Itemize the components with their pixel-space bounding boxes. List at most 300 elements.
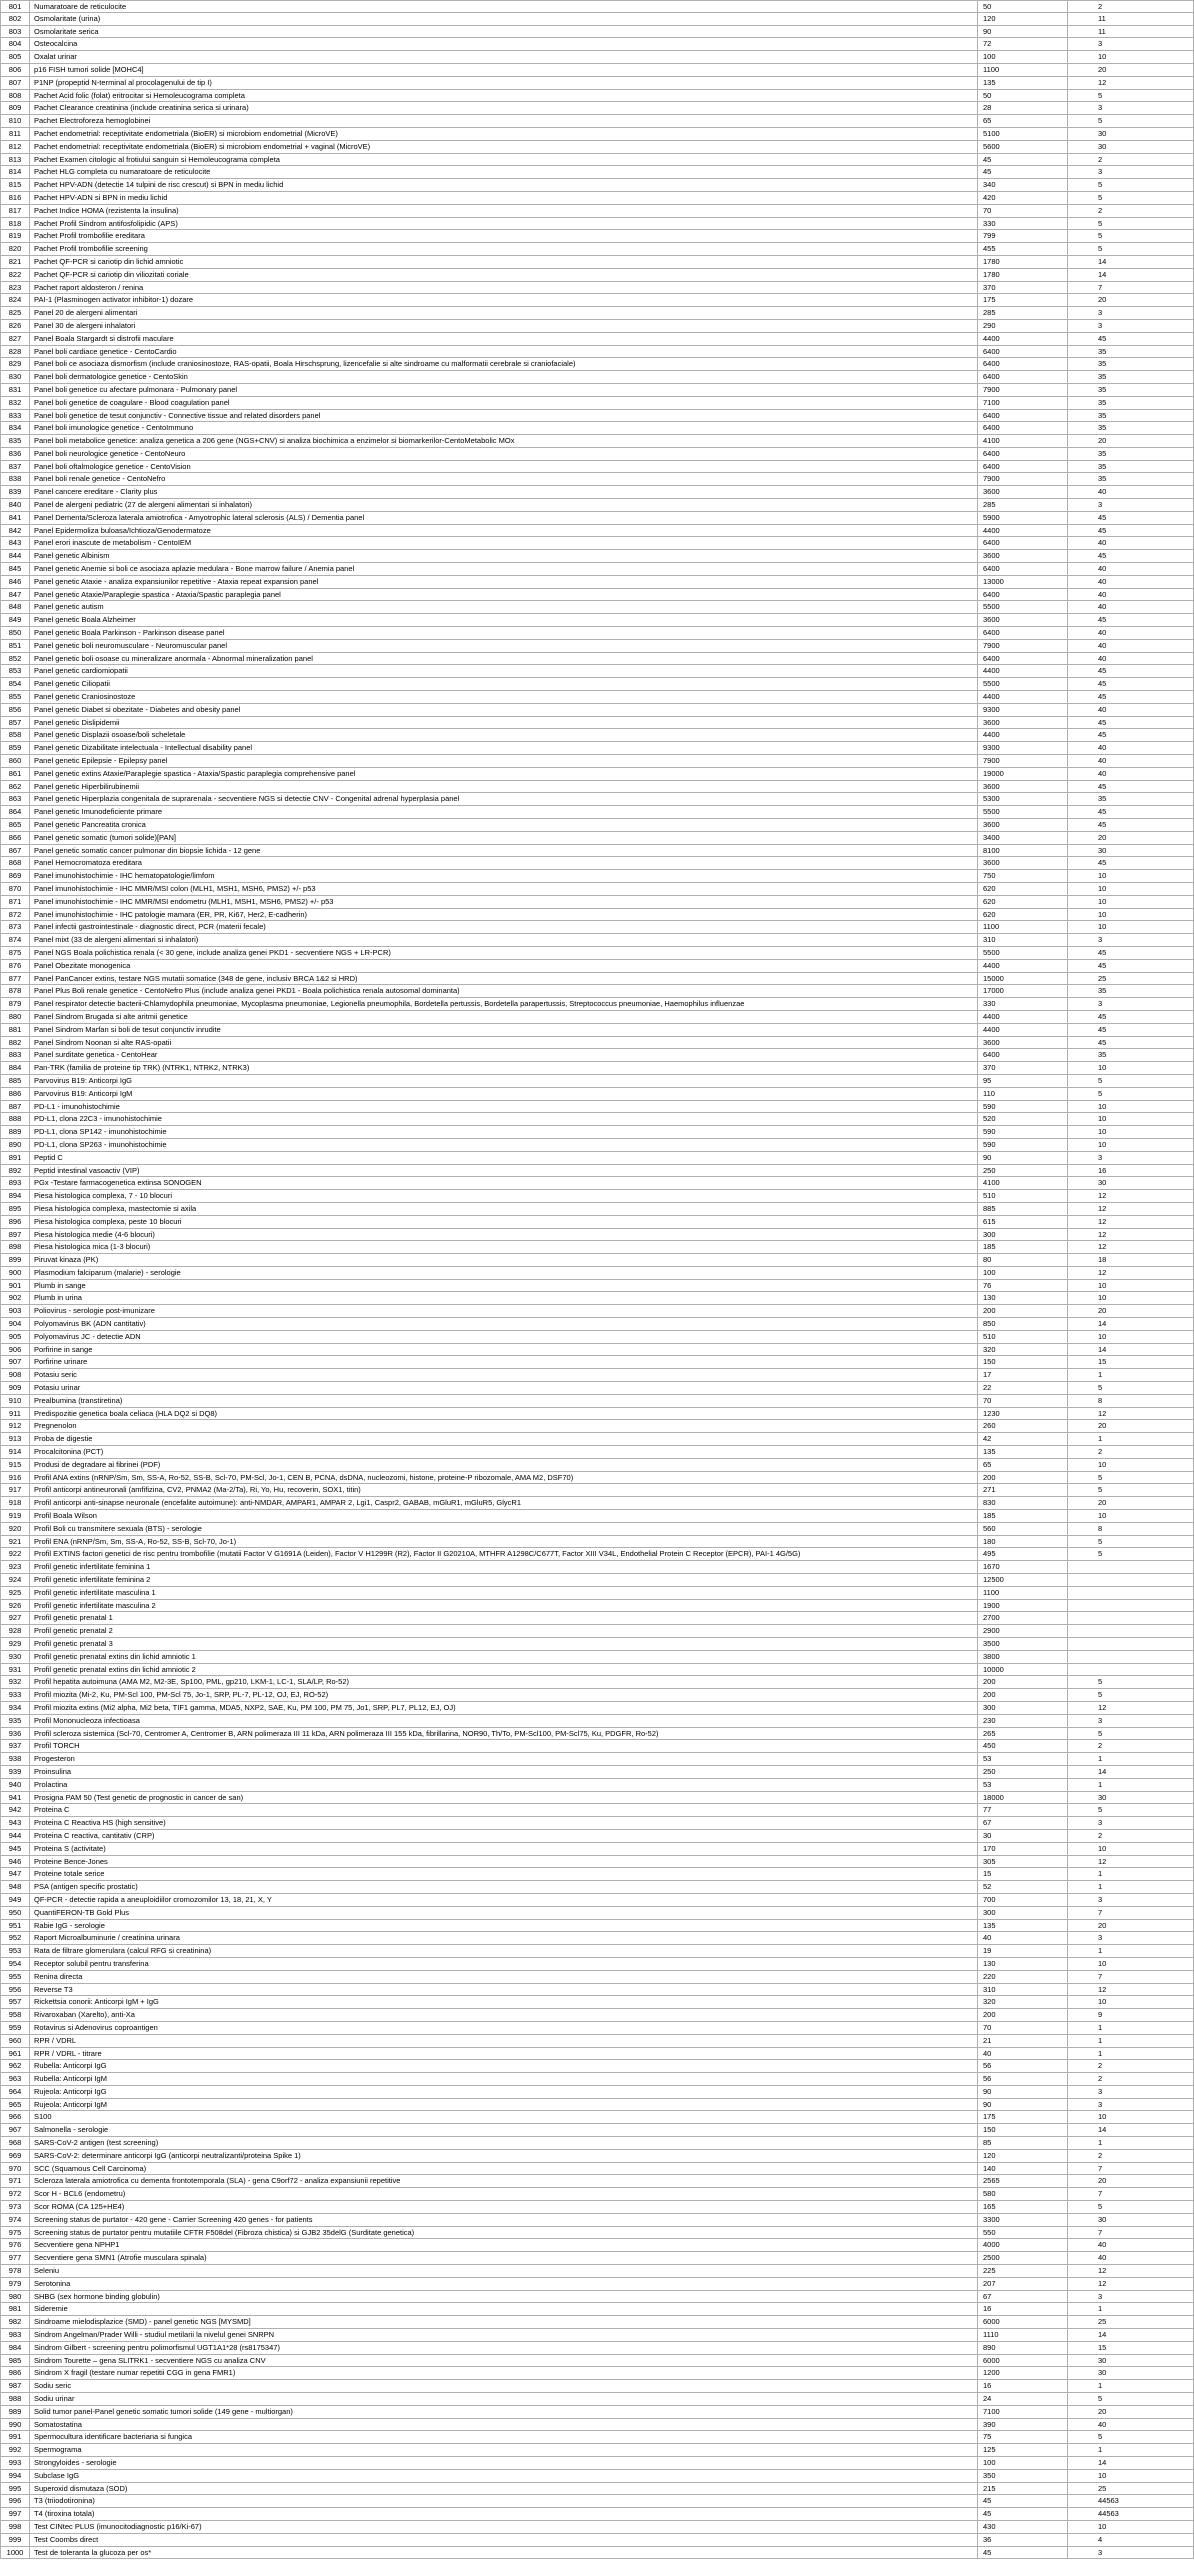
table-row <box>0 768 1194 781</box>
table-row <box>0 1472 1194 1485</box>
days-cell: 2 <box>1068 1740 1194 1752</box>
row-number-cell: 909 <box>0 1382 30 1394</box>
price-cell: 50 <box>978 90 1068 102</box>
days-cell: 35 <box>1068 397 1194 409</box>
days-cell: 5 <box>1068 1088 1194 1100</box>
table-row <box>0 1792 1194 1805</box>
row-number-cell: 962 <box>0 2060 30 2072</box>
row-number-cell: 803 <box>0 26 30 38</box>
row-number-cell: 870 <box>0 883 30 895</box>
row-number-cell: 944 <box>0 1830 30 1842</box>
days-cell: 40 <box>1068 486 1194 498</box>
days-cell: 5 <box>1068 1536 1194 1548</box>
price-cell: 6400 <box>978 371 1068 383</box>
test-name-cell: Panel imunohistochimie - IHC hematopatologie/limfom <box>30 870 978 882</box>
table-row <box>0 947 1194 960</box>
days-cell: 1 <box>1068 2444 1194 2456</box>
price-cell: 6400 <box>978 627 1068 639</box>
days-cell <box>1068 1612 1194 1624</box>
table-row <box>0 896 1194 909</box>
test-name-cell: Panel boli genetice de tesut conjunctiv - Connective tissue and related disorders panel <box>30 410 978 422</box>
row-number-cell: 853 <box>0 665 30 677</box>
price-cell: 700 <box>978 1894 1068 1906</box>
test-name-cell: Peptid C <box>30 1152 978 1164</box>
test-name-cell: Spermograma <box>30 2444 978 2456</box>
test-name-cell: Rivaroxaban (Xarelto), anti-Xa <box>30 2009 978 2021</box>
row-number-cell: 836 <box>0 448 30 460</box>
test-name-cell: Prolactina <box>30 1779 978 1791</box>
price-cell: 135 <box>978 1446 1068 1458</box>
table-row <box>0 755 1194 768</box>
row-number-cell: 829 <box>0 358 30 370</box>
test-name-cell: Panel imunohistochimie - IHC MMR/MSI endometru (MLH1, MSH1, MSH6, PMS2) +/- p53 <box>30 896 978 908</box>
test-name-cell: Panel genetic Dizabilitate intelectuala - Intellectual disability panel <box>30 742 978 754</box>
row-number-cell: 978 <box>0 2265 30 2277</box>
table-row <box>0 2124 1194 2137</box>
days-cell: 5 <box>1068 2201 1194 2213</box>
days-cell: 25 <box>1068 2316 1194 2328</box>
price-cell: 130 <box>978 1292 1068 1304</box>
row-number-cell: 810 <box>0 115 30 127</box>
days-cell: 5 <box>1068 1484 1194 1496</box>
days-cell: 1 <box>1068 2048 1194 2060</box>
row-number-cell: 974 <box>0 2214 30 2226</box>
price-cell: 4400 <box>978 665 1068 677</box>
price-cell: 90 <box>978 1152 1068 1164</box>
price-cell: 330 <box>978 218 1068 230</box>
price-cell: 45 <box>978 166 1068 178</box>
price-cell: 53 <box>978 1779 1068 1791</box>
price-cell: 6400 <box>978 653 1068 665</box>
table-row <box>0 806 1194 819</box>
table-row <box>0 1075 1194 1088</box>
row-number-cell: 888 <box>0 1113 30 1125</box>
row-number-cell: 846 <box>0 576 30 588</box>
price-cell: 4400 <box>978 960 1068 972</box>
table-row <box>0 1420 1194 1433</box>
test-name-cell: Rubella: Anticorpi IgM <box>30 2073 978 2085</box>
days-cell: 40 <box>1068 742 1194 754</box>
row-number-cell: 882 <box>0 1037 30 1049</box>
days-cell: 14 <box>1068 256 1194 268</box>
row-number-cell: 872 <box>0 909 30 921</box>
price-cell: 45 <box>978 2495 1068 2507</box>
days-cell: 2 <box>1068 154 1194 166</box>
test-name-cell: Receptor solubil pentru transferina <box>30 1958 978 1970</box>
price-cell: 4400 <box>978 525 1068 537</box>
table-row <box>0 665 1194 678</box>
row-number-cell: 904 <box>0 1318 30 1330</box>
price-cell: 28 <box>978 102 1068 114</box>
price-cell: 8100 <box>978 845 1068 857</box>
row-number-cell: 920 <box>0 1523 30 1535</box>
price-cell: 4100 <box>978 435 1068 447</box>
price-cell: 5500 <box>978 947 1068 959</box>
days-cell: 3 <box>1068 998 1194 1010</box>
price-cell: 310 <box>978 1984 1068 1996</box>
row-number-cell: 997 <box>0 2508 30 2520</box>
row-number-cell: 866 <box>0 832 30 844</box>
price-cell: 320 <box>978 1344 1068 1356</box>
price-cell: 16 <box>978 2303 1068 2315</box>
days-cell: 40 <box>1068 589 1194 601</box>
row-number-cell: 818 <box>0 218 30 230</box>
test-name-cell: Panel genetic Imunodeficiente primare <box>30 806 978 818</box>
price-cell: 12500 <box>978 1574 1068 1586</box>
row-number-cell: 816 <box>0 192 30 204</box>
days-cell: 20 <box>1068 832 1194 844</box>
days-cell: 3 <box>1068 102 1194 114</box>
row-number-cell: 936 <box>0 1728 30 1740</box>
days-cell: 10 <box>1068 2521 1194 2533</box>
price-cell: 70 <box>978 1395 1068 1407</box>
row-number-cell: 896 <box>0 1216 30 1228</box>
row-number-cell: 808 <box>0 90 30 102</box>
table-row <box>0 1523 1194 1536</box>
price-cell: 230 <box>978 1715 1068 1727</box>
row-number-cell: 885 <box>0 1075 30 1087</box>
row-number-cell: 959 <box>0 2022 30 2034</box>
table-row <box>0 2009 1194 2022</box>
table-row <box>0 1152 1194 1165</box>
test-name-cell: Seleniu <box>30 2265 978 2277</box>
row-number-cell: 912 <box>0 1420 30 1432</box>
table-row <box>0 640 1194 653</box>
days-cell: 10 <box>1068 1280 1194 1292</box>
price-cell: 135 <box>978 1920 1068 1932</box>
table-row <box>0 998 1194 1011</box>
row-number-cell: 953 <box>0 1945 30 1957</box>
row-number-cell: 941 <box>0 1792 30 1804</box>
test-name-cell: Panel boli ce asociaza dismorfism (include craniosinostoze, RAS-opatii, Boala Hirschsprung, lizencefalie si alte sindroame cu malformatii cerebrale si craniofaciale) <box>30 358 978 370</box>
price-cell: 620 <box>978 883 1068 895</box>
days-cell: 1 <box>1068 1779 1194 1791</box>
row-number-cell: 823 <box>0 282 30 294</box>
test-name-cell: Panel Plus Boli renale genetice - CentoNefro Plus (include analiza genei PKD1 - Boala polichistica renala autosomal dominanta) <box>30 985 978 997</box>
table-row <box>0 1241 1194 1254</box>
table-row <box>0 1600 1194 1613</box>
row-number-cell: 905 <box>0 1331 30 1343</box>
row-number-cell: 967 <box>0 2124 30 2136</box>
price-cell: 4400 <box>978 1011 1068 1023</box>
row-number-cell: 902 <box>0 1292 30 1304</box>
row-number-cell: 937 <box>0 1740 30 1752</box>
days-cell: 14 <box>1068 2457 1194 2469</box>
test-name-cell: Sodiu seric <box>30 2380 978 2392</box>
days-cell: 12 <box>1068 1856 1194 1868</box>
test-name-cell: Panel 20 de alergeni alimentari <box>30 307 978 319</box>
price-cell: 6400 <box>978 461 1068 473</box>
row-number-cell: 961 <box>0 2048 30 2060</box>
table-row <box>0 589 1194 602</box>
test-name-cell: Piesa histologica medie (4-6 blocuri) <box>30 1229 978 1241</box>
price-cell: 250 <box>978 1766 1068 1778</box>
price-cell: 67 <box>978 1817 1068 1829</box>
days-cell <box>1068 1561 1194 1573</box>
table-row <box>0 333 1194 346</box>
days-cell: 45 <box>1068 550 1194 562</box>
days-cell: 15 <box>1068 2342 1194 2354</box>
test-name-cell: Proteina C reactiva, cantitativ (CRP) <box>30 1830 978 1842</box>
row-number-cell: 848 <box>0 601 30 613</box>
test-name-cell: Serotonina <box>30 2278 978 2290</box>
price-cell: 225 <box>978 2265 1068 2277</box>
price-cell: 45 <box>978 2547 1068 2559</box>
price-cell: 4400 <box>978 691 1068 703</box>
days-cell: 14 <box>1068 269 1194 281</box>
table-row <box>0 2214 1194 2227</box>
price-cell: 2500 <box>978 2252 1068 2264</box>
row-number-cell: 955 <box>0 1971 30 1983</box>
row-number-cell: 990 <box>0 2419 30 2431</box>
test-name-cell: Sindrom Tourette – gena SLITRK1 - secventiere NGS cu analiza CNV <box>30 2355 978 2367</box>
table-row <box>0 90 1194 103</box>
test-name-cell: Spermocultura identificare bacteriana si fungica <box>30 2431 978 2443</box>
table-row <box>0 2175 1194 2188</box>
days-cell: 40 <box>1068 704 1194 716</box>
table-row <box>0 473 1194 486</box>
price-cell: 620 <box>978 909 1068 921</box>
price-cell: 5100 <box>978 128 1068 140</box>
table-row <box>0 26 1194 39</box>
table-row <box>0 128 1194 141</box>
days-cell: 7 <box>1068 1971 1194 1983</box>
price-cell: 185 <box>978 1510 1068 1522</box>
price-cell: 70 <box>978 2022 1068 2034</box>
test-name-cell: Pachet Indice HOMA (rezistenta la insulina) <box>30 205 978 217</box>
test-name-cell: Profil scleroza sistemica (Scl-70, Centromer A, Centromer B, ARN polimeraza III 11 kDa, ARN polimeraza III 155 kDa, fibrillarina, NOR90, Th/To, PM-Scl100, PM-Scl75, Ku, PDGFR, Ro-52) <box>30 1728 978 1740</box>
test-name-cell: Scor ROMA (CA 125+HE4) <box>30 2201 978 2213</box>
test-name-cell: Panel genetic cardiomiopatii <box>30 665 978 677</box>
row-number-cell: 858 <box>0 729 30 741</box>
days-cell: 7 <box>1068 2227 1194 2239</box>
price-cell: 9300 <box>978 742 1068 754</box>
row-number-cell: 839 <box>0 486 30 498</box>
row-number-cell: 907 <box>0 1356 30 1368</box>
days-cell: 44563 <box>1068 2495 1194 2507</box>
test-name-cell: Sindrom Angelman/Prader Willi - studiul metilarii la nivelul genei SNRPN <box>30 2329 978 2341</box>
days-cell: 5 <box>1068 115 1194 127</box>
price-cell: 19 <box>978 1945 1068 1957</box>
price-cell: 180 <box>978 1536 1068 1548</box>
row-number-cell: 929 <box>0 1638 30 1650</box>
table-row <box>0 1651 1194 1664</box>
test-name-cell: Parvovirus B19: Anticorpi IgM <box>30 1088 978 1100</box>
test-name-cell: Porfirine in sange <box>30 1344 978 1356</box>
price-cell: 620 <box>978 896 1068 908</box>
test-name-cell: Reverse T3 <box>30 1984 978 1996</box>
days-cell: 45 <box>1068 960 1194 972</box>
table-row <box>0 1229 1194 1242</box>
price-cell: 260 <box>978 1420 1068 1432</box>
test-name-cell: Profil Boala Wilson <box>30 1510 978 1522</box>
row-number-cell: 963 <box>0 2073 30 2085</box>
days-cell: 12 <box>1068 77 1194 89</box>
row-number-cell: 822 <box>0 269 30 281</box>
price-cell: 135 <box>978 77 1068 89</box>
row-number-cell: 840 <box>0 499 30 511</box>
table-row <box>0 2150 1194 2163</box>
table-row <box>0 691 1194 704</box>
table-row <box>0 1292 1194 1305</box>
price-cell: 6400 <box>978 563 1068 575</box>
price-cell: 750 <box>978 870 1068 882</box>
price-cell: 13000 <box>978 576 1068 588</box>
days-cell <box>1068 1664 1194 1676</box>
table-row <box>0 77 1194 90</box>
row-number-cell: 975 <box>0 2227 30 2239</box>
row-number-cell: 826 <box>0 320 30 332</box>
days-cell: 4 <box>1068 2534 1194 2546</box>
price-cell: 140 <box>978 2163 1068 2175</box>
row-number-cell: 923 <box>0 1561 30 1573</box>
days-cell: 1 <box>1068 2035 1194 2047</box>
test-name-cell: Prealbumina (transtiretina) <box>30 1395 978 1407</box>
price-cell: 165 <box>978 2201 1068 2213</box>
table-row <box>0 1561 1194 1574</box>
row-number-cell: 951 <box>0 1920 30 1932</box>
days-cell: 12 <box>1068 2265 1194 2277</box>
days-cell: 35 <box>1068 422 1194 434</box>
table-row <box>0 1715 1194 1728</box>
table-row <box>0 1920 1194 1933</box>
row-number-cell: 842 <box>0 525 30 537</box>
test-name-cell: Rujeola: Anticorpi IgG <box>30 2086 978 2098</box>
test-name-cell: Profil genetic prenatal extins din lichid amniotic 1 <box>30 1651 978 1663</box>
row-number-cell: 943 <box>0 1817 30 1829</box>
price-cell: 4400 <box>978 333 1068 345</box>
table-row <box>0 883 1194 896</box>
test-name-cell: SCC (Squamous Cell Carcinoma) <box>30 2163 978 2175</box>
row-number-cell: 820 <box>0 243 30 255</box>
table-row <box>0 256 1194 269</box>
days-cell: 20 <box>1068 2175 1194 2187</box>
table-row <box>0 1856 1194 1869</box>
table-row <box>0 2457 1194 2470</box>
row-number-cell: 969 <box>0 2150 30 2162</box>
row-number-cell: 857 <box>0 717 30 729</box>
days-cell: 45 <box>1068 717 1194 729</box>
table-row <box>0 1203 1194 1216</box>
test-name-cell: Panel genetic somatic cancer pulmonar din biopsie lichida - 12 gene <box>30 845 978 857</box>
table-row <box>0 2419 1194 2432</box>
test-name-cell: Secventiere gena NPHP1 <box>30 2239 978 2251</box>
row-number-cell: 830 <box>0 371 30 383</box>
table-row <box>0 269 1194 282</box>
test-name-cell: Pachet Acid folic (folat) eritrocitar si Hemoleucograma completa <box>30 90 978 102</box>
price-cell: 265 <box>978 1728 1068 1740</box>
days-cell: 40 <box>1068 576 1194 588</box>
test-name-cell: Scor H - BCL6 (endometru) <box>30 2188 978 2200</box>
row-number-cell: 911 <box>0 1408 30 1420</box>
days-cell: 2 <box>1068 2060 1194 2072</box>
test-name-cell: Poliovirus - serologie post-imunizare <box>30 1305 978 1317</box>
price-cell: 310 <box>978 934 1068 946</box>
row-number-cell: 878 <box>0 985 30 997</box>
table-row <box>0 1484 1194 1497</box>
days-cell: 3 <box>1068 1152 1194 1164</box>
test-name-cell: Pachet HLG completa cu numaratoare de reticulocite <box>30 166 978 178</box>
row-number-cell: 832 <box>0 397 30 409</box>
price-cell: 40 <box>978 2048 1068 2060</box>
table-row <box>0 1971 1194 1984</box>
test-name-cell: Panel Obezitate monogenica <box>30 960 978 972</box>
price-cell: 2700 <box>978 1612 1068 1624</box>
test-name-cell: Panel Sindrom Marfan si boli de tesut conjunctiv inrudite <box>30 1024 978 1036</box>
days-cell: 12 <box>1068 1216 1194 1228</box>
price-cell: 4100 <box>978 1177 1068 1189</box>
days-cell: 5 <box>1068 1804 1194 1816</box>
test-name-cell: Rickettsia conorii: Anticorpi IgM + IgG <box>30 1996 978 2008</box>
table-row <box>0 38 1194 51</box>
table-row <box>0 102 1194 115</box>
table-row <box>0 371 1194 384</box>
table-row <box>0 64 1194 77</box>
price-cell: 80 <box>978 1254 1068 1266</box>
days-cell: 3 <box>1068 166 1194 178</box>
days-cell: 3 <box>1068 2547 1194 2559</box>
days-cell: 10 <box>1068 2470 1194 2482</box>
price-cell: 185 <box>978 1241 1068 1253</box>
days-cell: 45 <box>1068 857 1194 869</box>
table-row <box>0 1011 1194 1024</box>
row-number-cell: 894 <box>0 1190 30 1202</box>
row-number-cell: 874 <box>0 934 30 946</box>
price-cell: 5300 <box>978 793 1068 805</box>
days-cell: 5 <box>1068 1382 1194 1394</box>
table-row <box>0 2252 1194 2265</box>
table-row <box>0 243 1194 256</box>
row-number-cell: 908 <box>0 1369 30 1381</box>
table-row <box>0 1689 1194 1702</box>
days-cell: 3 <box>1068 1817 1194 1829</box>
days-cell: 30 <box>1068 128 1194 140</box>
test-name-cell: Screening status de purtator - 420 gene - Carrier Screening 420 genes - for patients <box>30 2214 978 2226</box>
days-cell: 1 <box>1068 1945 1194 1957</box>
test-name-cell: Panel genetic Boala Parkinson - Parkinson disease panel <box>30 627 978 639</box>
table-row <box>0 781 1194 794</box>
price-cell: 4400 <box>978 1024 1068 1036</box>
days-cell: 10 <box>1068 1101 1194 1113</box>
table-row <box>0 653 1194 666</box>
table-row <box>0 1344 1194 1357</box>
test-name-cell: P1NP (propeptid N-terminal al procolagenului de tip I) <box>30 77 978 89</box>
row-number-cell: 897 <box>0 1229 30 1241</box>
days-cell: 35 <box>1068 371 1194 383</box>
test-name-cell: SARS-CoV-2 antigen (test screening) <box>30 2137 978 2149</box>
table-row <box>0 2470 1194 2483</box>
table-row <box>0 2431 1194 2444</box>
days-cell: 5 <box>1068 192 1194 204</box>
row-number-cell: 801 <box>0 1 30 12</box>
price-cell: 590 <box>978 1139 1068 1151</box>
row-number-cell: 817 <box>0 205 30 217</box>
price-cell: 6400 <box>978 589 1068 601</box>
table-row <box>0 141 1194 154</box>
price-cell: 6400 <box>978 346 1068 358</box>
price-cell: 6400 <box>978 448 1068 460</box>
test-name-cell: Renina directa <box>30 1971 978 1983</box>
days-cell: 45 <box>1068 806 1194 818</box>
row-number-cell: 862 <box>0 781 30 793</box>
price-cell: 6400 <box>978 410 1068 422</box>
price-cell: 7100 <box>978 397 1068 409</box>
test-name-cell: Somatostatina <box>30 2419 978 2431</box>
price-cell: 170 <box>978 1843 1068 1855</box>
row-number-cell: 901 <box>0 1280 30 1292</box>
days-cell: 1 <box>1068 2380 1194 2392</box>
table-row <box>0 1267 1194 1280</box>
